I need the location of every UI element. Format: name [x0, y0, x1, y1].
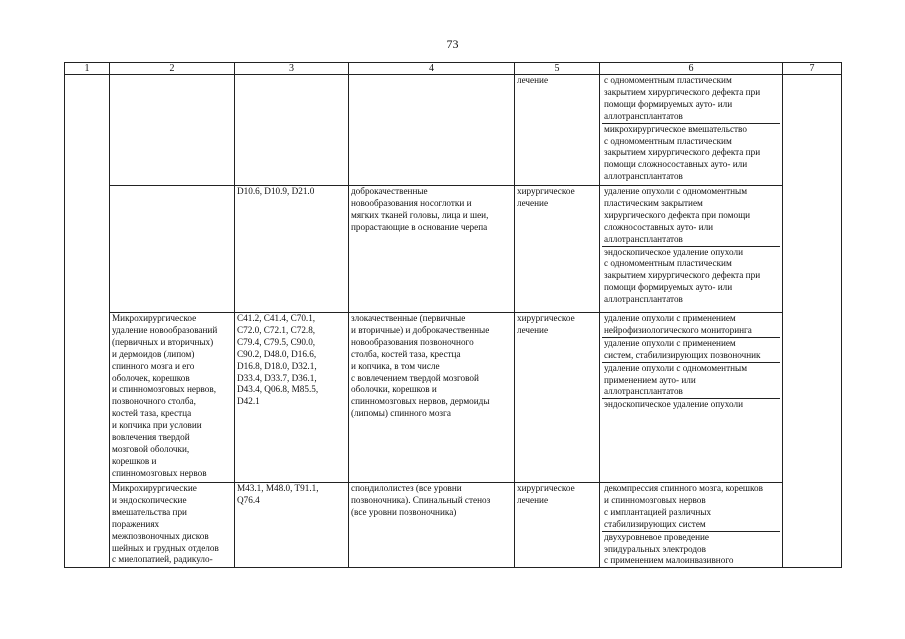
- procedure-group-line: вмешательства при: [112, 506, 187, 517]
- cell-col-7: [783, 186, 842, 313]
- cell-col-7: [783, 483, 842, 568]
- icd-codes-line: C90.2, D48.0, D16.6,: [237, 348, 317, 359]
- cell-col-7: [783, 313, 842, 483]
- treatment-method-line: помощи сложносоставных ауто- или: [604, 159, 748, 170]
- treatment-method-line: двухуровневое проведение: [604, 531, 710, 542]
- icd-codes-line: D33.4, D33.7, D36.1,: [237, 372, 317, 383]
- treatment-type-line: лечение: [517, 197, 549, 208]
- icd-codes-line: D43.4, Q06.8, M85.5,: [237, 384, 319, 395]
- treatment-method-line: хирургического дефекта при помощи: [604, 209, 751, 220]
- diagnosis-line: новообразования носоглотки и: [351, 197, 472, 208]
- cell-diagnosis: [349, 483, 515, 568]
- treatment-method-item: [602, 313, 780, 338]
- treatment-method-line: закрытием хирургического дефекта при: [604, 147, 761, 158]
- procedure-group-line: вовлечения твердой: [112, 432, 190, 443]
- column-header-5: 5: [515, 63, 600, 75]
- treatment-type-line: хирургическое: [517, 186, 575, 196]
- treatment-method-line: удаление опухоли с применением: [604, 337, 736, 348]
- treatment-method-line: аллотрансплантатов: [604, 386, 683, 397]
- treatment-type-line: хирургическое: [517, 313, 575, 323]
- treatment-method-line: удаление опухоли с одномоментным: [604, 186, 748, 196]
- treatment-method-line: эпидуральных электродов: [604, 543, 706, 554]
- icd-codes-line: D42.1: [237, 396, 260, 407]
- procedure-group-line: спинномозговых нервов: [112, 467, 207, 478]
- treatment-method-line: с применением малоинвазивного: [604, 555, 734, 566]
- treatment-method-line: нейрофизиологического мониторинга: [604, 324, 752, 335]
- procedure-group-line: корешков и: [112, 455, 157, 466]
- treatment-method-line: закрытием хирургического дефекта при: [604, 270, 761, 281]
- treatment-method-item: [602, 399, 780, 411]
- procedure-group-line: и дермоидов (липом): [112, 348, 195, 359]
- procedure-group-line: спинного мозга и его: [112, 360, 195, 371]
- procedure-group-line: Микрохирургические: [112, 483, 197, 493]
- treatment-method-line: закрытием хирургического дефекта при: [604, 86, 761, 97]
- diagnosis-line: спинномозговых нервов, дермоиды: [351, 396, 490, 407]
- diagnosis-line: доброкачественные: [351, 186, 428, 196]
- cell-procedure-group: [110, 75, 235, 186]
- procedure-group-line: мозговой оболочки,: [112, 443, 190, 454]
- procedure-group-line: (первичных и вторичных): [112, 336, 214, 347]
- diagnosis-line: (липомы) спинного мозга: [351, 408, 451, 419]
- table-row: [65, 313, 842, 483]
- procedure-group-line: с миелопатией, радикуло-: [112, 554, 213, 565]
- procedure-group-line: межпозвоночных дисков: [112, 530, 209, 541]
- treatment-method-line: систем, стабилизирующих позвоночник: [604, 349, 761, 360]
- treatment-type-line: лечение: [517, 75, 549, 85]
- table-row: [65, 483, 842, 568]
- treatment-method-line: аллотрансплантатов: [604, 233, 683, 244]
- cell-icd-codes: [235, 186, 349, 313]
- column-header-6: 6: [600, 63, 783, 75]
- treatment-method-line: аллотрансплантатов: [604, 294, 683, 305]
- treatment-method-item: [602, 186, 780, 247]
- cell-treatment-methods: [600, 75, 783, 186]
- treatment-method-line: стабилизирующих систем: [604, 518, 706, 529]
- cell-icd-codes: [235, 75, 349, 186]
- cell-procedure-group: [110, 313, 235, 483]
- treatment-type-line: лечение: [517, 494, 549, 505]
- diagnosis-line: и вторичные) и доброкачественные: [351, 324, 490, 335]
- treatment-method-item: [602, 247, 780, 307]
- cell-treatment-methods: [600, 313, 783, 483]
- treatment-method-line: аллотрансплантатов: [604, 110, 683, 121]
- diagnosis-line: и копчика, в том числе: [351, 360, 440, 371]
- treatment-method-line: декомпрессия спинного мозга, корешков: [604, 483, 763, 493]
- treatment-method-line: помощи формируемых ауто- или: [604, 98, 733, 109]
- table-body: [65, 75, 842, 568]
- cell-treatment-methods: [600, 483, 783, 568]
- treatment-method-line: удаление опухоли с одномоментным: [604, 362, 748, 373]
- treatment-method-item: [602, 75, 780, 124]
- diagnosis-line: новообразования позвоночного: [351, 336, 474, 347]
- cell-treatment-type: [515, 186, 600, 313]
- diagnosis-line: оболочки, корешков и: [351, 384, 437, 395]
- treatment-method-line: с одномоментным пластическим: [604, 135, 732, 146]
- cell-col-1: [65, 483, 110, 568]
- header-row: [65, 63, 842, 75]
- diagnosis-line: злокачественные (первичные: [351, 313, 466, 323]
- icd-codes-line: C41.2, C41.4, C70.1,: [237, 313, 316, 323]
- cell-treatment-type: [515, 75, 600, 186]
- table-row: [65, 186, 842, 313]
- cell-icd-codes: [235, 313, 349, 483]
- cell-col-1: [65, 186, 110, 313]
- treatment-method-line: микрохирургическое вмешательство: [604, 123, 747, 134]
- diagnosis-line: спондилолистез (все уровни: [351, 483, 462, 493]
- treatment-method-line: удаление опухоли с применением: [604, 313, 736, 323]
- cell-diagnosis: [349, 313, 515, 483]
- procedure-group-line: шейных и грудных отделов: [112, 542, 219, 553]
- treatment-method-item: [602, 124, 780, 184]
- diagnosis-line: столба, костей таза, крестца: [351, 348, 461, 359]
- icd-codes-line: Q76.4: [237, 494, 260, 505]
- cell-procedure-group: [110, 483, 235, 568]
- table-row: [65, 75, 842, 186]
- treatment-method-line: аллотрансплантатов: [604, 171, 683, 182]
- procedure-group-line: позвоночного столба,: [112, 396, 196, 407]
- treatment-method-item: [602, 532, 780, 568]
- column-header-2: 2: [110, 63, 235, 75]
- diagnosis-line: мягких тканей головы, лица и шеи,: [351, 209, 489, 220]
- procedure-group-line: и эндоскопические: [112, 494, 187, 505]
- page-number: 73: [446, 37, 459, 51]
- cell-diagnosis: [349, 75, 515, 186]
- diagnosis-line: позвоночника). Спинальный стеноз: [351, 494, 491, 505]
- treatment-method-line: с одномоментным пластическим: [604, 258, 732, 269]
- procedure-group-line: Микрохирургическое: [112, 313, 197, 323]
- diagnosis-line: с вовлечением твердой мозговой: [351, 372, 479, 383]
- treatment-type-line: хирургическое: [517, 483, 575, 493]
- treatment-method-item: [602, 338, 780, 363]
- procedure-group-line: и спинномозговых нервов,: [112, 384, 217, 395]
- icd-codes-line: D10.6, D10.9, D21.0: [237, 186, 315, 196]
- treatment-method-item: [602, 363, 780, 400]
- treatment-method-line: эндоскопическое удаление опухоли: [604, 246, 743, 257]
- icd-codes-line: M43.1, M48.0, T91.1,: [237, 483, 319, 493]
- diagnosis-line: (все уровни позвоночника): [351, 506, 457, 517]
- treatment-method-line: применением ауто- или: [604, 374, 696, 385]
- icd-codes-line: D16.8, D18.0, D32.1,: [237, 360, 317, 371]
- procedure-group-line: и копчика при условии: [112, 420, 202, 431]
- treatment-method-line: эндоскопическое удаление опухоли: [604, 399, 743, 410]
- treatment-method-line: с имплантацией различных: [604, 506, 712, 517]
- diagnosis-line: прорастающие в основание черепа: [351, 221, 488, 232]
- treatment-type-line: лечение: [517, 324, 549, 335]
- cell-col-7: [783, 75, 842, 186]
- treatment-method-line: с одномоментным пластическим: [604, 75, 732, 85]
- column-header-4: 4: [349, 63, 515, 75]
- cell-procedure-group: [110, 186, 235, 313]
- cell-col-1: [65, 313, 110, 483]
- procedure-group-line: удаление новообразований: [112, 324, 218, 335]
- treatment-method-line: помощи формируемых ауто- или: [604, 282, 733, 293]
- icd-codes-line: C79.4, C79.5, C90.0,: [237, 336, 316, 347]
- column-header-7: 7: [783, 63, 842, 75]
- procedure-group-line: поражениях: [112, 518, 160, 529]
- procedure-group-line: костей таза, крестца: [112, 408, 192, 419]
- cell-treatment-methods: [600, 186, 783, 313]
- cell-icd-codes: [235, 483, 349, 568]
- treatment-method-line: сложносоставных ауто- или: [604, 221, 714, 232]
- column-header-3: 3: [235, 63, 349, 75]
- cell-treatment-type: [515, 483, 600, 568]
- cell-col-1: [65, 75, 110, 186]
- procedure-group-line: оболочек, корешков: [112, 372, 190, 383]
- medical-care-table: [64, 62, 842, 568]
- treatment-method-line: пластическим закрытием: [604, 197, 703, 208]
- treatment-method-item: [602, 483, 780, 532]
- icd-codes-line: C72.0, C72.1, C72.8,: [237, 324, 316, 335]
- treatment-method-line: и спинномозговых нервов: [604, 494, 706, 505]
- cell-diagnosis: [349, 186, 515, 313]
- cell-treatment-type: [515, 313, 600, 483]
- column-header-1: 1: [65, 63, 110, 75]
